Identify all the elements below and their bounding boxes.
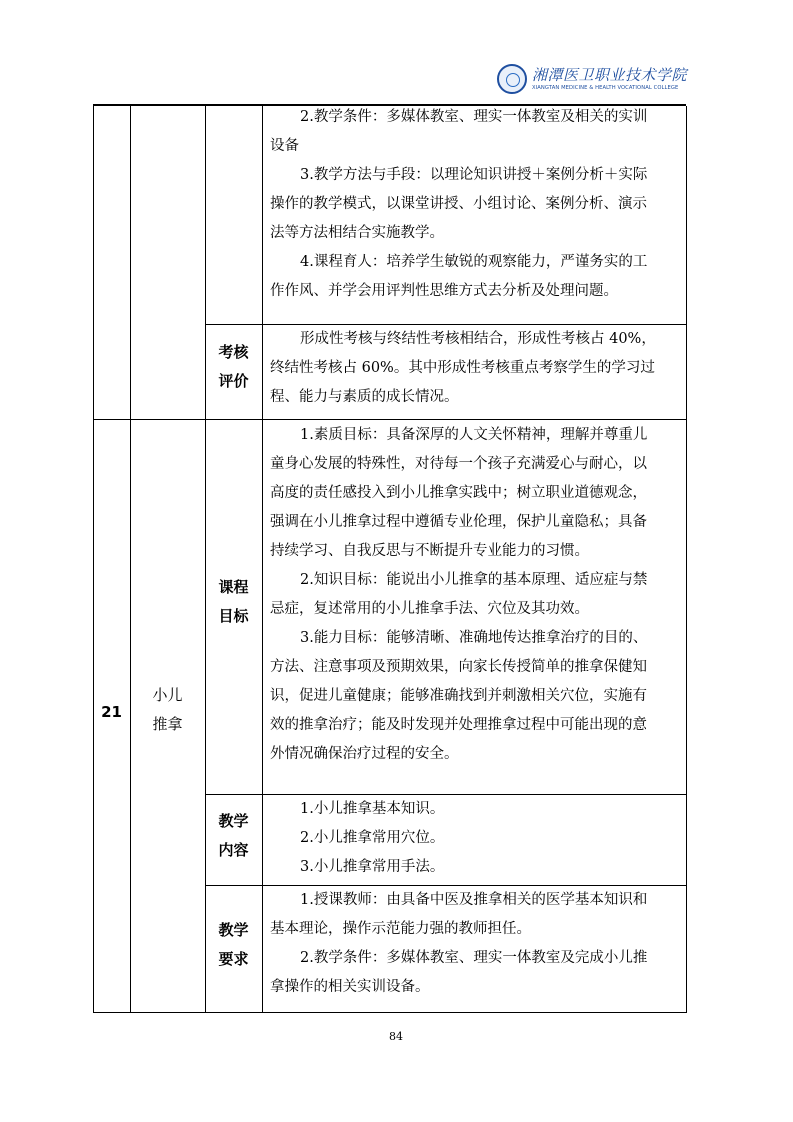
assessment-label-line: 考核 bbox=[218, 343, 249, 361]
objectives-line: 高度的责任感投入到小儿推拿实践中；树立职业道德观念， bbox=[270, 485, 647, 501]
objectives-line: 2.知识目标：能说出小儿推拿的基本原理、适应症与禁 bbox=[300, 572, 648, 588]
objectives-line: 外情况确保治疗过程的安全。 bbox=[270, 746, 459, 762]
requirements-label-line: 教学 bbox=[218, 921, 249, 939]
objectives-line: 童身心发展的特殊性，对待每一个孩子充满爱心与耐心，以 bbox=[270, 456, 647, 472]
table-divider-col1 bbox=[130, 106, 131, 1013]
objectives-line: 方法、注意事项及预期效果，向家长传授简单的推拿保健知 bbox=[270, 659, 647, 675]
logo-english-name: XIANGTAN MEDICINE & HEALTH VOCATIONAL COLLEGE bbox=[532, 84, 679, 91]
assessment-line: 终结性考核占 60%。其中形成性考核重点考察学生的学习过 bbox=[270, 360, 655, 376]
content-line: 3.小儿推拿常用手法。 bbox=[300, 859, 445, 875]
row-number: 21 bbox=[101, 703, 122, 721]
prev-req-line: 操作的教学模式，以课堂讲授、小组讨论、案例分析、演示 bbox=[270, 196, 647, 212]
logo-chinese-name: 湘潭医卫职业技术学院 bbox=[532, 65, 688, 84]
content-label-line: 内容 bbox=[218, 841, 249, 859]
content-label-line: 教学 bbox=[218, 812, 249, 830]
assessment-line: 形成性考核与终结性考核相结合，形成性考核占 40%， bbox=[300, 331, 656, 347]
row-divider-21 bbox=[93, 419, 687, 420]
prev-req-line: 法等方法相结合实施教学。 bbox=[270, 225, 444, 241]
course-name-line: 小儿 bbox=[152, 686, 183, 704]
objectives-line: 1.素质目标：具备深厚的人文关怀精神，理解并尊重儿 bbox=[300, 427, 648, 443]
logo-text bbox=[532, 67, 687, 92]
objectives-line: 强调在小儿推拿过程中遵循专业伦理，保护儿童隐私；具备 bbox=[270, 514, 647, 530]
table-border-bottom bbox=[93, 1012, 687, 1013]
assessment-label-line: 评价 bbox=[218, 372, 249, 390]
content-text bbox=[270, 795, 444, 882]
objectives-line: 3.能力目标：能够清晰、准确地传达推拿治疗的目的、 bbox=[300, 630, 648, 646]
requirements-line: 基本理论，操作示范能力强的教师担任。 bbox=[270, 921, 531, 937]
requirements-label-line: 要求 bbox=[218, 950, 249, 968]
requirements-line: 拿操作的相关实训设备。 bbox=[270, 979, 430, 995]
table-divider-col2 bbox=[205, 106, 206, 1013]
requirements-line: 1.授课教师：由具备中医及推拿相关的医学基本知识和 bbox=[300, 892, 648, 908]
objectives-line: 持续学习、自我反思与不断提升专业能力的习惯。 bbox=[270, 543, 589, 559]
table-divider-col3 bbox=[262, 106, 263, 1013]
objectives-line: 效的推拿治疗；能及时发现并处理推拿过程中可能出现的意 bbox=[270, 717, 647, 733]
college-logo bbox=[497, 61, 697, 97]
content-line: 2.小儿推拿常用穴位。 bbox=[300, 830, 445, 846]
assessment-text bbox=[270, 325, 656, 412]
prev-req-line: 2.教学条件：多媒体教室、理实一体教室及相关的实训 bbox=[300, 109, 648, 125]
objectives-text bbox=[270, 421, 647, 769]
content-line: 1.小儿推拿基本知识。 bbox=[300, 801, 445, 817]
prev-req-line: 3.教学方法与手段：以理论知识讲授＋案例分析＋实际 bbox=[300, 167, 648, 183]
prev-req-line: 作作风、并学会用评判性思维方式去分析及处理问题。 bbox=[270, 283, 618, 299]
assessment-line: 程、能力与素质的成长情况。 bbox=[270, 389, 459, 405]
table-border-left bbox=[93, 106, 94, 1013]
college-seal-icon bbox=[497, 64, 527, 94]
objectives-label-line: 课程 bbox=[218, 578, 249, 596]
prev-req-line: 4.课程育人：培养学生敏锐的观察能力，严谨务实的工 bbox=[300, 254, 648, 270]
assessment-label bbox=[205, 338, 262, 396]
objectives-label bbox=[205, 573, 262, 631]
course-name-line: 推拿 bbox=[152, 715, 183, 733]
table-border-right bbox=[686, 106, 687, 1013]
objectives-line: 忌症，复述常用的小儿推拿手法、穴位及其功效。 bbox=[270, 601, 589, 617]
prev-req-line: 设备 bbox=[270, 138, 299, 154]
course-name bbox=[130, 681, 205, 739]
page-number: 84 bbox=[389, 1030, 403, 1043]
requirements-label bbox=[205, 916, 262, 974]
objectives-line: 识，促进儿童健康；能够准确找到并刺激相关穴位，实施有 bbox=[270, 688, 647, 704]
content-label bbox=[205, 807, 262, 865]
requirements-text bbox=[270, 886, 647, 1002]
prev-requirements-text bbox=[270, 103, 647, 306]
requirements-line: 2.教学条件：多媒体教室、理实一体教室及完成小儿推 bbox=[300, 950, 648, 966]
objectives-label-line: 目标 bbox=[218, 607, 249, 625]
